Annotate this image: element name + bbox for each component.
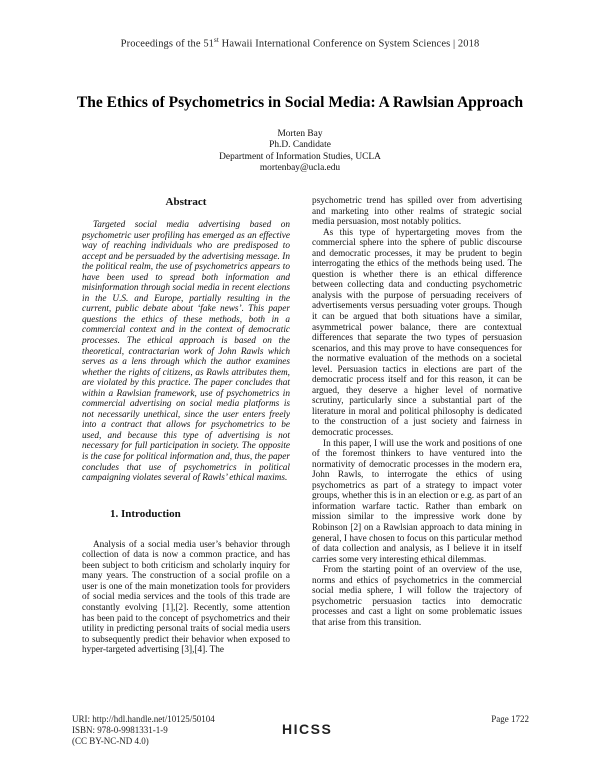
footer-isbn: ISBN: 978-0-9981331-1-9 <box>72 725 168 735</box>
page-number: Page 1722 <box>491 714 529 724</box>
hicss-logo: HICSS <box>282 721 333 737</box>
running-head-pre: Proceedings of the 51 <box>120 38 215 50</box>
right-paragraph-4: From the starting point of an overview of the use, norms and ethics of psychometrics in the commercial social media sphere, I will follow the trajectory of psychometric persuasion tactics into democratic processes and cast a light on some problematic issues that arise from this transition. <box>312 565 522 628</box>
footer-license: (CC BY-NC-ND 4.0) <box>72 736 149 746</box>
author-block <box>0 129 600 175</box>
paper-title: The Ethics of Psychometrics in Social Media: A Rawlsian Approach <box>76 94 524 111</box>
right-paragraph-2: As this type of hypertargeting moves from the commercial sphere into the sphere of public discourse and democratic processes, it may be prudent to begin interrogating the ethics of the methods being used. The question is whether there is an ethical difference between collecting data and conducting psychometric analysis with the purpose of persuading receivers of advertisements versus persuading voter groups. Though it can be argued that both situations have a similar, asymmetrical power balance, there are contextual differences that separate the two types of persuasion scenarios, and this may prove to have consequences for the normative evaluation of the methods on a societal level. Persuasion tactics in elections are part of the democratic process itself and for this reason, it can be argued, they deserve a higher level of normative scrutiny, particularly since a substantial part of the literature in moral and political philosophy is dedicated to the construction of a just society and fairness in democratic processes. <box>312 227 522 439</box>
left-column <box>82 196 290 656</box>
abstract-text: Targeted social media advertising based on psychometric user profiling has emerged as an effective way of reaching individuals who are predisposed to accept and be persuaded by the advertising message. In the political realm, the use of psychometrics appears to have been used to spread both information and misinformation through social media in recent elections in the U.S. and Europe, partially resulting in the current, public debate about ‘fake news’. This paper questions the ethics of these methods, both in a commercial context and in the context of democratic processes. The ethical approach is based on the theoretical, contractarian work of John Rawls which serves as a lens through which the author examines whether the rights of citizens, as Rawls attributes them, are violated by this practice. The paper concludes that within a Rawlsian framework, use of psychometrics in commercial advertising on social media platforms is not necessarily unethical, since the user enters freely into a contract that allows for psychometrics to be used, and because this type of advertising is not necessary for full participation in society. The opposite is the case for political information and, thus, the paper concludes that use of psychometrics in political campaigning violates several of Rawls’ ethical maxims. <box>82 220 290 484</box>
author-name: Morten Bay <box>277 129 323 139</box>
author-role: Ph.D. Candidate <box>269 140 331 151</box>
introduction-heading: 1. Introduction <box>110 507 181 520</box>
introduction-paragraph: Analysis of a social media user’s behavior through collection of data is now a common practice, and has been subject to both criticism and scholarly inquiry for many years. The construction of a social profile on a user is one of the main monetization tools for providers of social media services and the tools of this trade are constantly evolving [1],[2]. Recently, some attention has been paid to the concept of psychometrics and their utility in predicting personal traits of social media users to subsequently predict their behavior when exposed to hyper-targeted advertising [3],[4]. The <box>82 539 290 656</box>
author-department: Department of Information Studies, UCLA <box>219 151 381 162</box>
abstract-heading: Abstract <box>165 196 207 208</box>
right-paragraph-3: In this paper, I will use the work and positions of one of the foremost thinkers to have ventured into the normativity of democratic processes in the modern era, John Rawls, to interrogate the ethics of using psychometrics as part of a strategy to impact voter groups, whether this is in an election or e.g. as part of an information warfare tactic. Rather than embark on mission similar to the impressive work done by Robinson [2] on a Rawlsian approach to data mining in general, I have chosen to focus on this particular method of data collection and analysis, as I believe it in itself carries some very interesting ethical dilemmas. <box>312 438 522 565</box>
running-head-post: Hawaii International Conference on System Sciences | 2018 <box>218 38 480 50</box>
footer-meta <box>72 714 215 747</box>
running-head-sup: st <box>214 36 219 44</box>
running-head <box>0 36 600 50</box>
right-continuation: psychometric trend has spilled over from advertising and marketing into other realms of strategic social media persuasion, most notably politics. <box>312 196 522 228</box>
right-column <box>312 196 522 628</box>
footer-uri[interactable]: URI: http://hdl.handle.net/10125/50104 <box>72 714 215 724</box>
author-email[interactable]: mortenbay@ucla.edu <box>259 163 341 174</box>
